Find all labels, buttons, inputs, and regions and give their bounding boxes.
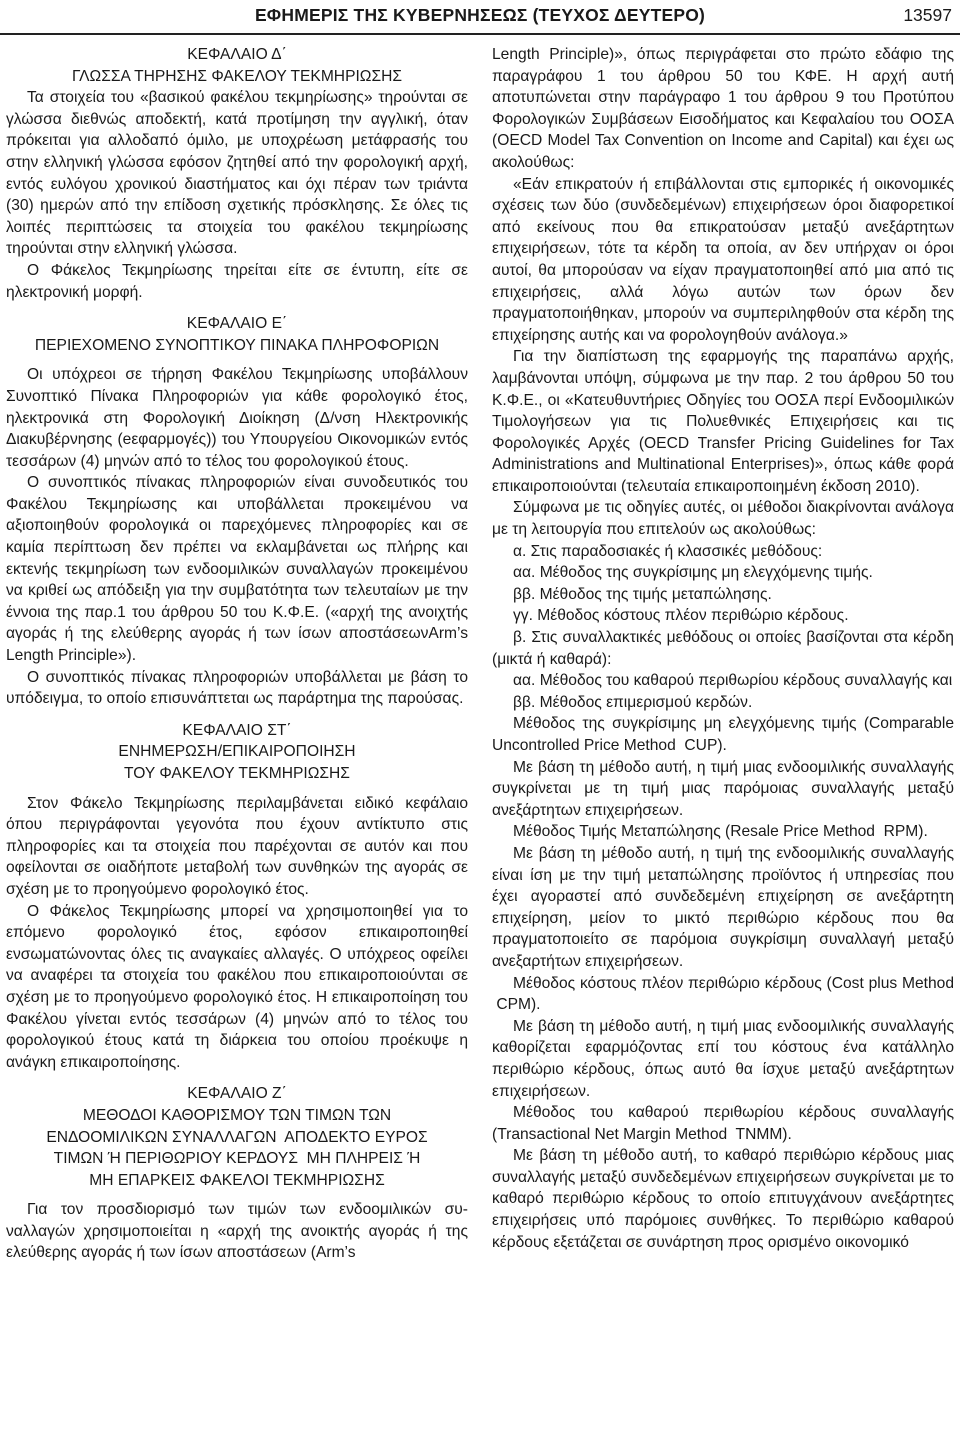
list-item-b: β. Στις συναλλακτικές μεθόδους οι οποίες βασίζονται στα κέρδη (μικτά ή καθαρά): [492,629,954,668]
chapter-z-title: ΚΕΦΑΛΑΙΟ Ζ΄ [187,1085,287,1103]
list-item-a-aa: αα. Μέθοδος της συγκρίσιμης μη ελεγχόμενης τιμής. [513,564,873,582]
chapter-z-subtitle-line-1: ΜΕΘΟΔΟΙ ΚΑΘΟΡΙΣΜΟΥ ΤΩΝ ΤΙΜΩΝ ΤΩΝ [82,1106,392,1124]
list-item-a-bb: ββ. Μέθοδος της τιμής μεταπώλησης. [513,585,772,603]
list-item-b-bb: ββ. Μέθοδος επιμερισμού κερδών. [513,693,753,711]
chapter-z-subtitle-line-3: ΤΙΜΩΝ Ή ΠΕΡΙΘΩΡΙΟΥ ΚΕΡΔΟΥΣ ΜΗ ΠΛΗΡΕΙΣ Ή [53,1150,421,1168]
cpm-method-paragraph: Με βάση τη μέθοδο αυτή, η τιμή μιας ενδοομιλικής συναλλαγής καθορίζεται εφαρμόζοντας επί του κόστους ένα κατάλληλο περιθώριο κέρδους, όπως αυτό θα ίσχυε μεταξύ ανεξάρτητων επιχειρήσεων. [492,1017,954,1100]
tnmm-method-heading: Μέθοδος του καθαρού περιθωρίου κέρδους συναλλαγής (Transactional Net Margin Method TNMM). [492,1104,954,1143]
oecd-quote-paragraph: «Εάν επικρατούν ή επιβάλλονται στις εμπορικές ή οικονομικές σχέσεις των δύο (συνδεδεμένων) επιχειρήσεων όροι διαφορετικοί από εκείνους που θα επικρατούσαν μεταξύ ανεξάρτητων επιχειρήσεων, τότε τα κέρδη τα οποία, αν δεν υπήρχαν οι όροι αυτοί, θα μπορούσαν να είχαν πραγματοποιηθεί από μια από τις επιχειρήσεις, αλλά λόγω αυτών των όρων δεν πραγματοποιήθηκαν, μπορούν να συμπεριληφθούν στα κέρδη της επιχείρησης αυτής και να φορολογηθούν ανάλογα.» [492,175,954,344]
chapter-e-subtitle: ΠΕΡΙΕΧΟΜΕΝΟ ΣΥΝΟΠΤΙΚΟΥ ΠΙΝΑΚΑ ΠΛΗΡΟΦΟΡΙΩΝ [34,336,440,354]
page-number: 13597 [903,5,952,25]
methods-intro-paragraph: Σύμφωνα με τις οδηγίες αυτές, οι μέθοδοι διακρίνονται ανάλογα με τη λειτουργία που επιτελούν ως ακολούθως: [492,499,954,539]
chapter-e-paragraph-3: Ο συνοπτικός πίνακας πληροφοριών υποβάλλεται με βάση το υπόδειγμα, το οποίο επισυνάπτεται ως παράρτημα της παρούσας. [6,668,468,708]
chapter-d-title: ΚΕΦΑΛΑΙΟ Δ΄ [187,46,287,63]
chapter-st-title: ΚΕΦΑΛΑΙΟ ΣΤ΄ [182,721,292,739]
rpm-method-heading: Μέθοδος Τιμής Μεταπώλησης (Resale Price Method RPM). [513,823,928,841]
gazette-title: ΕΦΗΜΕΡΙΣ ΤΗΣ ΚΥΒΕΡΝΗΣΕΩΣ (ΤΕΥΧΟΣ ΔΕΥΤΕΡΟ) [254,5,706,25]
guidelines-paragraph: Για την διαπίστωση της εφαρμογής της παραπάνω αρχής, λαμβάνονται υπόψη, σύμφωνα με την παρ. 2 του άρθρου 50 του Κ.Φ.Ε., οι «Κατευθυντήριες Οδηγίες του ΟΟΣΑ περί Ενδοομιλικών Τιμολογήσεων για τις Πολυεθνικές Επιχειρήσεις και τις Φορολογικές Αρχές (OECD Transfer Pricing Guidelines for Tax Administrations and Multinational Enterprises)», όπως κάθε φορά επικαιροποιούνται (τελευταία επικαιροποιημένη έκδοση 2010). [492,348,954,495]
chapter-st-subtitle-line-1: ΕΝΗΜΕΡΩΣΗ/ΕΠΙΚΑΙΡΟΠΟΙΗΣΗ [118,743,356,761]
right-column [492,44,954,1253]
chapter-z-paragraph-1: Για τον προσδιορισμό των τιμών των ενδοομιλικών συναλλαγών χρησιμοποιείται η «αρχή της ανοικτής αγοράς ή της ελεύθερης αγοράς ή των ίσων αποστάσεων (Arm’s [6,1201,468,1262]
page-header [0,0,960,34]
chapter-e-paragraph-2: Ο συνοπτικός πίνακας πληροφοριών είναι συνοδευτικός του Φακέλου Τεκμηρίωσης και υποβάλλεται προκειμένου να αξιοποιηθούν φορολογικά οι παρεχόμενες πληροφορίες και σε καμία περίπτωση δεν πρέπει να εκλαμβάνεται ως πλήρης και εκτενής τεκμηρίωση των ενδοομιλικών συναλλαγών προκειμένου να κριθεί ως απόδειξη για την συμβατότητα των τελευταίων με την έννοια της παρ.1 του άρθρου 50 του Κ.Φ.Ε. («αρχή της ανοιχτής αγοράς ή της ελεύθερης αγοράς ή των ίσων αποστάσεωνArm’s Length Principle»). [6,474,468,665]
chapter-st-paragraph-1: Στον Φάκελο Τεκμηρίωσης περιλαμβάνεται ειδικό κεφάλαιο όπου περιγράφονται γεγονότα που έχουν αντίκτυπο στις πληροφορίες και τα στοιχεία που παρέχονται σε αυτόν και που οφείλονται σε οιαδήποτε μεταβολή των συνθηκών της αγοράς σε σχέση με το προηγούμενο φορολογικό έτος. [6,794,468,898]
chapter-st-subtitle-line-2: ΤΟΥ ΦΑΚΕΛΟΥ ΤΕΚΜΗΡΙΩΣΗΣ [124,765,350,782]
rpm-method-paragraph: Με βάση τη μέθοδο αυτή, η τιμή της ενδοομιλικής συναλλαγής είναι ίση με την τιμή μεταπώλησης προϊόντος ή υπηρεσίας που έχει αγοραστεί από συνδεδεμένη επιχείρηση σε ανεξάρτητη επιχείρηση, μείον το μικτό περιθώριο κέρδους που θα πραγματοποιείτο σε παρόμοια συγκρίσιμη συναλλαγή μεταξύ ανεξαρτήτων επιχειρήσεων. [492,844,954,970]
header-divider [0,33,960,35]
chapter-d-subtitle: ΓΛΩΣΣΑ ΤΗΡΗΣΗΣ ΦΑΚΕΛΟΥ ΤΕΚΜΗΡΙΩΣΗΣ [71,67,402,85]
list-item-a-gg: γγ. Μέθοδος κόστους πλέον περιθώριο κέρδους. [513,607,849,625]
chapter-d-paragraph-1: Τα στοιχεία του «βασικού φακέλου τεκμηρίωσης» τηρούνται σε γλώσσα διεθνώς αποδεκτή, κατά προτίμηση την αγγλική, όταν πρόκειται για αλλοδαπό όμιλο, με υποχρέωση μετάφρασής του στην ελληνική γλώσσα εφόσον ζητηθεί από την φορολογική αρχή, εντός ευλόγου χρονικού διαστήματος και όχι πέραν των τριάντα (30) ημερών από την επίδοση σχετικής πρόσκλησης. Σε όλες τις λοιπές περιπτώσεις τα στοιχεία του φακέλου τεκμηρίωσης τηρούνται στην ελληνική γλώσσα. [6,89,468,258]
chapter-z-subtitle-line-2: ΕΝΔΟΟΜΙΛΙΚΩΝ ΣΥΝΑΛΛΑΓΩΝ ΑΠΟΔΕΚΤΟ ΕΥΡΟΣ [46,1128,428,1146]
cup-method-heading: Μέθοδος της συγκρίσιμης μη ελεγχόμενης τιμής (Comparable Uncontrolled Price Method CUP). [492,715,954,754]
chapter-e-paragraph-1: Οι υπόχρεοι σε τήρηση Φακέλου Τεκμηρίωσης υποβάλλουν Συνοπτικό Πίνακα Πληροφοριών για κάθε φορολογικό έτος, ηλεκτρονικά στη Φορολογική Διοίκηση (Δ/νση Ηλεκτρονικής Διακυβέρνησης (eεφαρμογές)) του Υπουργείου Οικονομικών εντός τεσσάρων (4) μηνών από το τέλος του φορολογικού έτους. [6,366,468,470]
tnmm-method-paragraph: Με βάση τη μέθοδο αυτή, το καθαρό περιθώριο κέρδους μιας συναλλαγής μεταξύ συνδεδεμένων επιχειρήσεων συγκρίνεται με το καθαρό περιθώριο κέρδους το οποίο επιτυγχάνουν ανεξάρτητες επιχειρήσεις υπό παρόμοιες συνθήκες. Το περιθώριο καθαρού κέρδους εξετάζεται σε συνάρτηση προς ορισμένο οικονομικό [492,1147,954,1251]
list-item-a: α. Στις παραδοσιακές ή κλασσικές μεθόδους: [513,542,823,560]
cpm-method-heading: Μέθοδος κόστους πλέον περιθώριο κέρδους (Cost plus Method CPM). [492,974,954,1014]
chapter-d-paragraph-2: Ο Φάκελος Τεκμηρίωσης τηρείται είτε σε έντυπη, είτε σε ηλεκτρονική μορφή. [6,261,468,301]
list-item-b-aa: αα. Μέθοδος του καθαρού περιθωρίου κέρδους συναλλαγής και [513,672,953,690]
chapter-z-subtitle-line-4: ΜΗ ΕΠΑΡΚΕΙΣ ΦΑΚΕΛΟΙ ΤΕΚΜΗΡΙΩΣΗΣ [89,1171,385,1189]
cup-method-paragraph: Με βάση τη μέθοδο αυτή, η τιμή μιας ενδοομιλικής συναλλαγής συγκρίνεται με τη τιμή μιας παρόμοιας συναλλαγής μεταξύ ανεξάρτητων επιχειρήσεων. [492,758,954,819]
continuation-paragraph: Length Principle)», όπως περιγράφεται στο πρώτο εδάφιο της παραγράφου 1 του άρθρου 50 του ΚΦΕ. Η αρχή αυτή αποτυπώνεται στην παράγραφο 1 του άρθρου 9 του Προτύπου Φορολογικών Συμβάσεων Εισοδήματος και Κεφαλαίου του ΟΟΣΑ (OECD Model Tax Convention on Income and Capital) και έχει ως ακολούθως: [492,46,954,171]
chapter-e-title: ΚΕΦΑΛΑΙΟ Ε΄ [186,315,288,333]
chapter-st-paragraph-2: Ο Φάκελος Τεκμηρίωσης μπορεί να χρησιμοποιηθεί για το επόμενο φορολογικό έτος, εφόσον επικαιροποιηθεί ενσωματώνοντας όλες τις αναγκαίες αλλαγές. Ο υπόχρεος οφείλει να αναφέρει τα στοιχεία του φακέλου που επικαιροποιούνται σε σχέση με το προηγούμενο φορολογικό έτος. Η επικαιροποίηση του Φακέλου γίνεται εντός τεσσάρων (4) μηνών από το τέλος του φορολογικού έτους κατά τη διάρκεια του οποίου προέκυψε η ανάγκη επικαιροποίησης. [6,902,468,1071]
left-column [6,44,468,1264]
